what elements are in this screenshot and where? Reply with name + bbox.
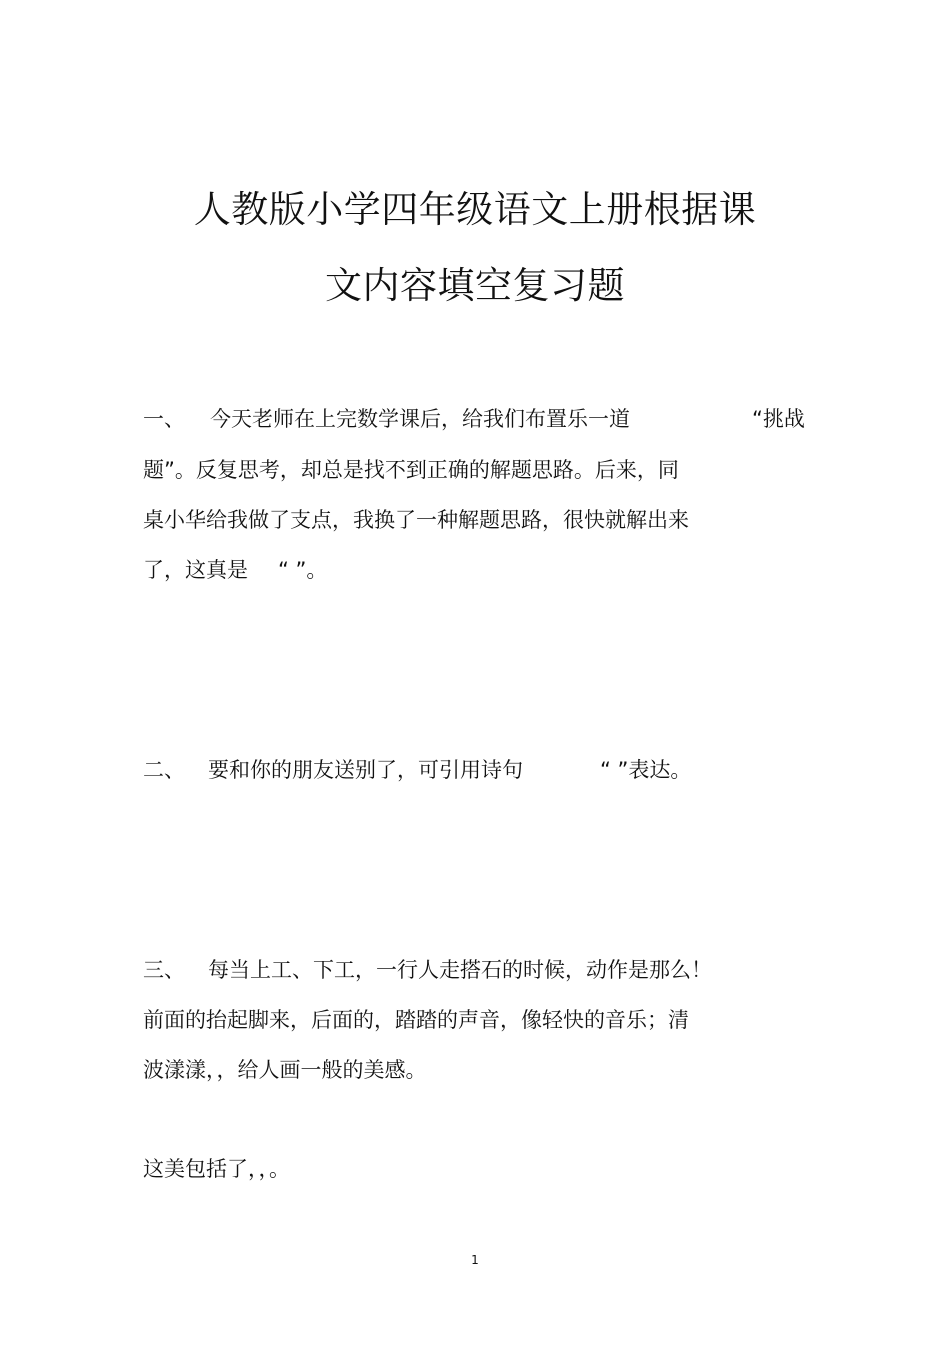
question-3-line-3: 波漾漾，，给人画一般的美感。	[143, 1058, 427, 1082]
question-1-line-1-quote: “挑战	[752, 407, 805, 431]
page-number: 1	[471, 1253, 479, 1267]
question-3-line-2: 前面的抬起脚来，后面的，踏踏的声音，像轻快的音乐；清	[143, 1008, 689, 1032]
document-title-line-2: 文内容填空复习题	[325, 264, 625, 307]
question-3-line-4: 这美包括了，，。	[143, 1157, 290, 1181]
question-2-answer-blank: “ ”表达。	[600, 758, 692, 782]
document-title-line-1: 人教版小学四年级语文上册根据课	[193, 188, 757, 231]
question-1-answer-blank: “ ”。	[278, 558, 328, 582]
question-1-line-4-text: 了，这真是	[143, 558, 248, 582]
question-1-line-1-text: 今天老师在上完数学课后，给我们布置乐一道	[210, 407, 630, 431]
question-3-number: 三、	[143, 958, 185, 982]
question-1-number: 一、	[143, 407, 185, 431]
question-1-line-3: 桌小华给我做了支点，我换了一种解题思路，很快就解出来	[143, 508, 689, 532]
question-3-line-1: 每当上工、下工，一行人走搭石的时候，动作是那么！	[208, 958, 712, 982]
question-2-text: 要和你的朋友送别了，可引用诗句	[208, 758, 523, 782]
question-1-line-2: 题”。反复思考，却总是找不到正确的解题思路。后来，同	[143, 458, 679, 482]
question-2-number: 二、	[143, 758, 185, 782]
